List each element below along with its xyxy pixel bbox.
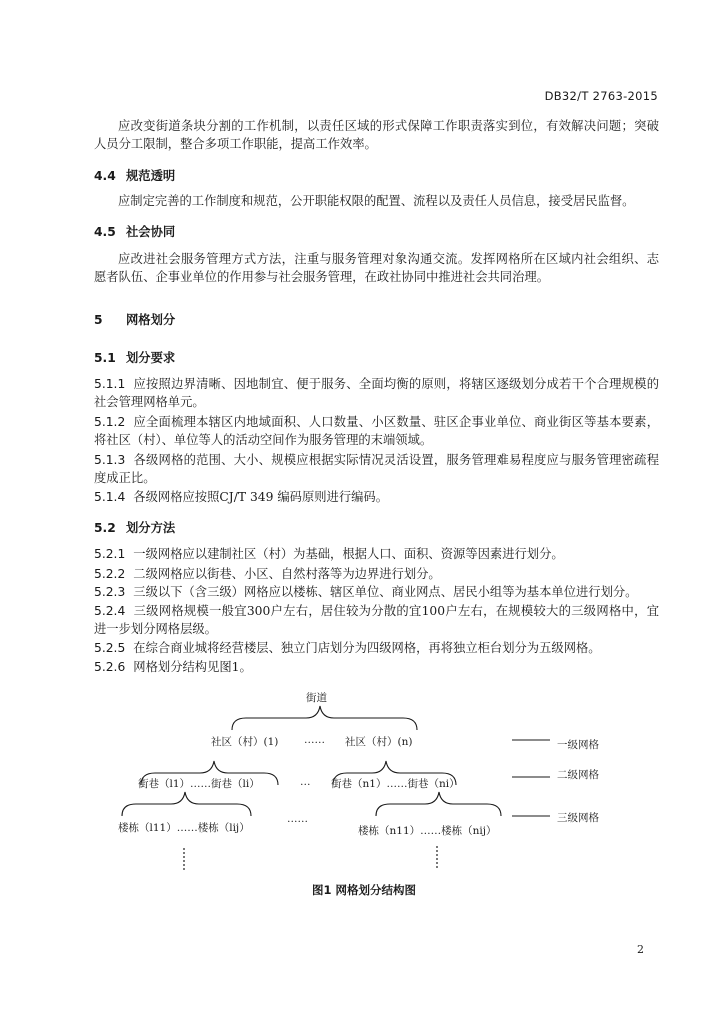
item-number: 5.2.3 bbox=[94, 585, 126, 599]
brace-l3-right bbox=[376, 792, 501, 816]
item-text: 在综合商业城将经营楼层、独立门店划分为四级网格，再将独立柜台划分为五级网格。 bbox=[133, 641, 601, 655]
item-text: 网格划分结构见图1。 bbox=[133, 660, 252, 674]
item-text: 一级网格应以建制社区（村）为基础，根据人口、面积、资源等因素进行划分。 bbox=[133, 547, 564, 561]
chapter-title: 网格划分 bbox=[126, 313, 176, 327]
item-text: 各级网格应按照CJ/T 349 编码原则进行编码。 bbox=[133, 490, 389, 504]
node-community-dots: …… bbox=[304, 734, 325, 746]
item-number: 5.1.2 bbox=[94, 415, 126, 429]
node-building-dots: …… bbox=[287, 813, 308, 825]
node-street: 街道 bbox=[306, 692, 327, 704]
node-building-right: 楼栋（n11）……楼栋（nij） bbox=[358, 825, 497, 837]
node-lane-left: 街巷（l1）……街巷（li） bbox=[138, 778, 260, 790]
intro-paragraph: 应改变街道条块分割的工作机制，以责任区域的形式保障工作职责落实到位，有效解决问题；突破人员分工限制，整合多项工作职能，提高工作效率。 bbox=[94, 119, 659, 151]
item-number: 5.1.1 bbox=[94, 377, 126, 391]
section-title: 划分要求 bbox=[126, 351, 176, 365]
item-number: 5.2.1 bbox=[94, 547, 126, 561]
standard-number: DB32/T 2763-2015 bbox=[544, 89, 658, 103]
node-community-1: 社区（村）(1) bbox=[211, 736, 279, 748]
item-number: 5.2.2 bbox=[94, 567, 126, 581]
section-4-4-paragraph: 应制定完善的工作制度和规范，公开职能权限的配置、流程以及责任人员信息，接受居民监督。 bbox=[118, 194, 635, 208]
item-number: 5.1.3 bbox=[94, 453, 126, 467]
legend-level-2: 二级网格 bbox=[557, 769, 599, 781]
item-text: 应按照边界清晰、因地制宜、便于服务、全面均衡的原则，将辖区逐级划分成若干个合理规模的社会管理网格单元。 bbox=[94, 377, 659, 409]
section-number: 4.4 bbox=[94, 169, 116, 183]
page-number: 2 bbox=[637, 943, 644, 956]
section-number: 5.1 bbox=[94, 351, 116, 365]
node-lane-dots: … bbox=[300, 776, 311, 788]
item-text: 应全面梳理本辖区内地域面积、人口数量、小区数量、驻区企事业单位、商业街区等基本要素，将社区（村）、单位等人的活动空间作为服务管理的末端领域。 bbox=[94, 415, 659, 447]
section-number: 5.2 bbox=[94, 521, 116, 535]
item-number: 5.2.5 bbox=[94, 641, 126, 655]
chapter-number: 5 bbox=[94, 313, 103, 327]
item-text: 三级以下（含三级）网格应以楼栋、辖区单位、商业网点、居民小组等为基本单位进行划分。 bbox=[133, 585, 638, 599]
figure-caption: 图1 网格划分结构图 bbox=[312, 883, 417, 897]
node-building-left: 楼栋（l11）……楼栋（lij） bbox=[118, 822, 250, 834]
brace-root bbox=[232, 706, 417, 730]
section-number: 4.5 bbox=[94, 225, 116, 239]
item-text: 各级网格的范围、大小、规模应根据实际情况灵活设置，服务管理难易程度应与服务管理密疏程度成正比。 bbox=[94, 453, 659, 485]
node-community-n: 社区（村）(n) bbox=[345, 736, 413, 748]
item-text: 三级网格规模一般宜300户左右，居住较为分散的宜100户左右，在规模较大的三级网格中，宜进一步划分网格层级。 bbox=[94, 604, 659, 636]
section-title: 划分方法 bbox=[126, 521, 176, 535]
brace-l3-left bbox=[122, 792, 251, 816]
item-number: 5.2.4 bbox=[94, 604, 126, 618]
section-4-5-paragraph: 应改进社会服务管理方式方法，注重与服务管理对象沟通交流。发挥网格所在区域内社会组织、志愿者队伍、企事业单位的作用参与社会服务管理，在政社协同中推进社会共同治理。 bbox=[94, 252, 659, 284]
node-lane-right: 街巷（n1）……街巷（ni） bbox=[331, 778, 460, 790]
item-text: 二级网格应以街巷、小区、自然村落等为边界进行划分。 bbox=[133, 567, 441, 581]
item-number: 5.2.6 bbox=[94, 660, 126, 674]
legend-level-3: 三级网格 bbox=[557, 812, 599, 824]
section-title: 规范透明 bbox=[126, 169, 176, 183]
section-title: 社会协同 bbox=[126, 225, 176, 239]
item-number: 5.1.4 bbox=[94, 490, 126, 504]
legend-level-1: 一级网格 bbox=[557, 739, 599, 751]
